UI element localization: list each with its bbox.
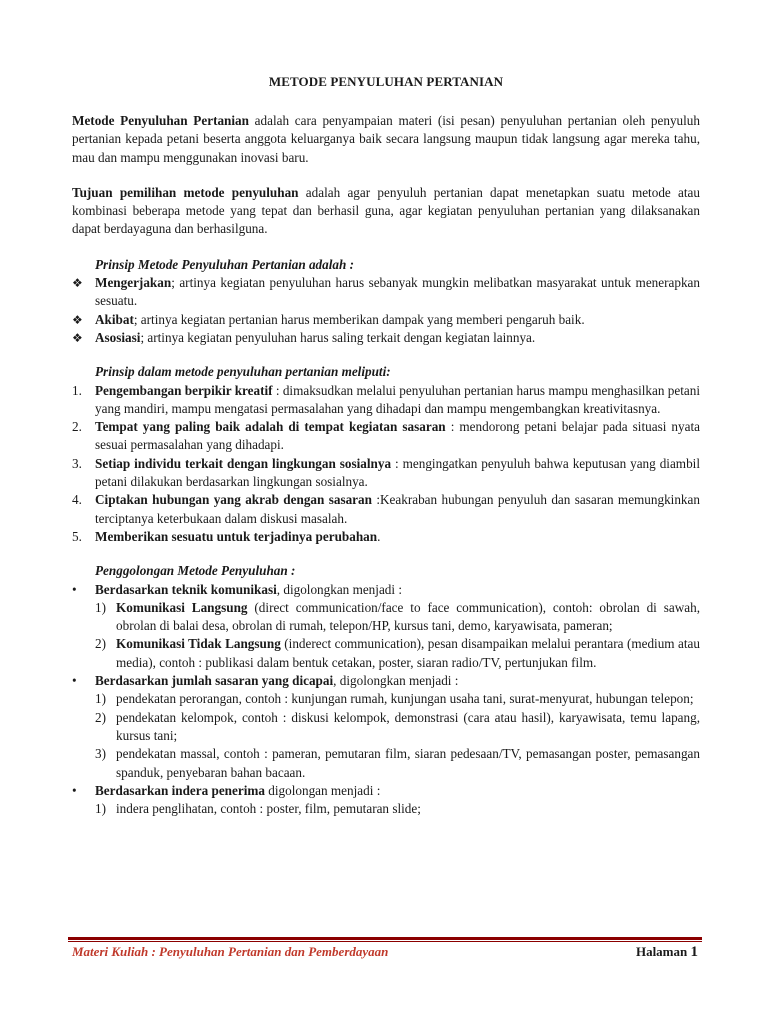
bullet-icon: • [72, 782, 77, 798]
item-text: ; artinya kegiatan penyuluhan harus saling terkait dengan kegiatan lainnya. [140, 329, 536, 345]
item-number: 3. [72, 455, 82, 471]
section-heading-classification: Penggolongan Metode Penyuluhan : [95, 563, 296, 579]
footer-divider-thin [68, 941, 702, 942]
item-number: 2) [95, 636, 106, 652]
list-item [72, 672, 700, 690]
sub-list-item [95, 800, 700, 818]
paragraph-definition [72, 112, 700, 167]
item-number: 1) [95, 801, 106, 817]
section-heading-principles-detail: Prinsip dalam metode penyuluhan pertanian meliputi: [95, 364, 391, 380]
item-number: 5. [72, 528, 82, 544]
list-item [72, 274, 700, 311]
item-text: . [377, 528, 381, 544]
item-text: : mengingatkan penyuluh bahwa keputusan yang diambil petani dilakukan berdasarkan lingkungan sosialnya. [95, 455, 700, 490]
item-text: pendekatan kelompok, contoh : diskusi kelompok, demonstrasi (cara atau hasil), karyawisata, temu lapang, kursus tani; [116, 709, 700, 743]
item-text: : mendorong petani belajar pada situasi nyata sesuai permasalahan yang dihadapi. [95, 419, 700, 453]
sub-list-item [95, 745, 700, 782]
group-term: Berdasarkan jumlah sasaran yang dicapai [95, 673, 334, 689]
footer-course-title: Materi Kuliah : Penyuluhan Pertanian dan Pemberdayaan [72, 944, 389, 959]
item-text: : dimaksudkan melalui penyuluhan pertanian harus mampu menghasilkan petani yang mandiri, mampu mengatasi permasalahan yang dihadapi dan mampu mengembangkan kreativitasnya. [95, 382, 700, 416]
item-number: 2) [95, 709, 106, 725]
definition-term: Metode Penyuluhan Pertanian [72, 113, 249, 128]
item-number: 4. [72, 492, 82, 508]
item-number: 1) [95, 691, 106, 707]
list-item [72, 418, 700, 455]
group-text: , digolongkan menjadi : [276, 581, 403, 597]
sub-list-item [95, 599, 700, 636]
group-text: digolongan menjadi : [264, 782, 381, 798]
principles-list [72, 274, 700, 347]
item-number: 1. [72, 382, 82, 398]
diamond-bullet-icon: ❖ [72, 276, 83, 291]
item-text: ; artinya kegiatan penyuluhan harus sebanyak mungkin melibatkan masyarakat untuk menerapkan sesuatu. [95, 275, 700, 309]
group-term: Berdasarkan indera penerima [95, 782, 265, 798]
item-term: Pengembangan berpikir kreatif [95, 382, 273, 398]
section-heading-principles: Prinsip Metode Penyuluhan Pertanian adalah : [95, 256, 355, 272]
item-term: Komunikasi Tidak Langsung [116, 636, 281, 652]
list-item [72, 528, 700, 546]
item-number: 3) [95, 746, 106, 762]
bullet-icon: • [72, 581, 77, 597]
item-term: Komunikasi Langsung [116, 599, 248, 615]
list-item [72, 311, 700, 329]
footer-page-number [636, 944, 698, 961]
diamond-bullet-icon: ❖ [72, 312, 83, 327]
list-item [72, 581, 700, 599]
item-term: Akibat [95, 311, 134, 327]
page-num: 1 [690, 944, 698, 960]
paragraph-purpose [72, 184, 700, 239]
definition-text: adalah cara penyampaian materi (isi pesan) penyuluhan pertanian oleh penyuluh pertanian kepada petani beserta anggota keluarganya baik secara langsung maupun tidak langsung agar mereka tahu, mau dan mampu menggunakan inovasi baru. [72, 113, 700, 165]
diamond-bullet-icon: ❖ [72, 330, 83, 345]
purpose-term: Tujuan pemilihan metode penyuluhan [72, 184, 299, 200]
purpose-text: adalah agar penyuluh pertanian dapat menetapkan suatu metode atau kombinasi beberapa metode yang tepat dan berhasil guna, agar kegiatan penyuluhan pertanian yang dilaksanakan dapat berdayaguna dan berhasilguna. [72, 184, 700, 237]
item-number: 2. [72, 419, 82, 435]
item-term: Memberikan sesuatu untuk terjadinya perubahan [95, 528, 378, 544]
item-number: 1) [95, 599, 106, 615]
item-text: indera penglihatan, contoh : poster, film, pemutaran slide; [116, 801, 421, 817]
group-term: Berdasarkan teknik komunikasi [95, 581, 277, 597]
numbered-principles-list [72, 382, 700, 547]
page-title: METODE PENYULUHAN PERTANIAN [268, 74, 504, 89]
list-item [72, 455, 700, 492]
footer-divider [68, 937, 702, 940]
sub-list-item [95, 635, 700, 672]
list-item [72, 491, 700, 528]
list-item [72, 782, 700, 800]
classification-list [72, 581, 700, 819]
item-text: ; artinya kegiatan pertanian harus memberikan dampak yang memberi pengaruh baik. [133, 311, 585, 327]
item-text: pendekatan perorangan, contoh : kunjungan rumah, kunjungan usaha tani, surat-menyurat, hubungan telepon; [116, 691, 694, 707]
item-term: Tempat yang paling baik adalah di tempat kegiatan sasaran [95, 419, 446, 435]
item-term: Asosiasi [95, 329, 141, 345]
item-term: Mengerjakan [95, 275, 172, 291]
sub-list-item [95, 690, 700, 708]
list-item [72, 329, 700, 347]
item-term: Ciptakan hubungan yang akrab dengan sasaran [95, 492, 372, 508]
item-text: (direct communication/face to face communication), contoh: obrolan di sawah, obrolan di balai desa, obrolan di rumah, telepon/HP, kursus tani, demo, karyawisata, pameran; [116, 599, 700, 634]
document-page [72, 74, 700, 818]
list-item [72, 382, 700, 419]
item-text: pendekatan massal, contoh : pameran, pemutaran film, siaran pedesaan/TV, pemasangan poster, pemasangan spanduk, penyebaran bahan bacaan. [116, 746, 700, 780]
item-term: Setiap individu terkait dengan lingkungan sosialnya [95, 455, 392, 471]
group-text: , digolongkan menjadi : [333, 673, 459, 689]
sub-list-item [95, 709, 700, 746]
item-text: :Keakraban hubungan penyuluh dan sasaran memungkinkan terciptanya keterbukaan dalam diskusi masalah. [95, 492, 700, 526]
page-label: Halaman [635, 944, 688, 959]
bullet-icon: • [72, 673, 77, 689]
item-text: (inderect communication), pesan disampaikan melalui perantara (medium atau media), contoh : publikasi dalam bentuk cetakan, poster, siaran radio/TV, pertunjukan film. [116, 636, 700, 670]
